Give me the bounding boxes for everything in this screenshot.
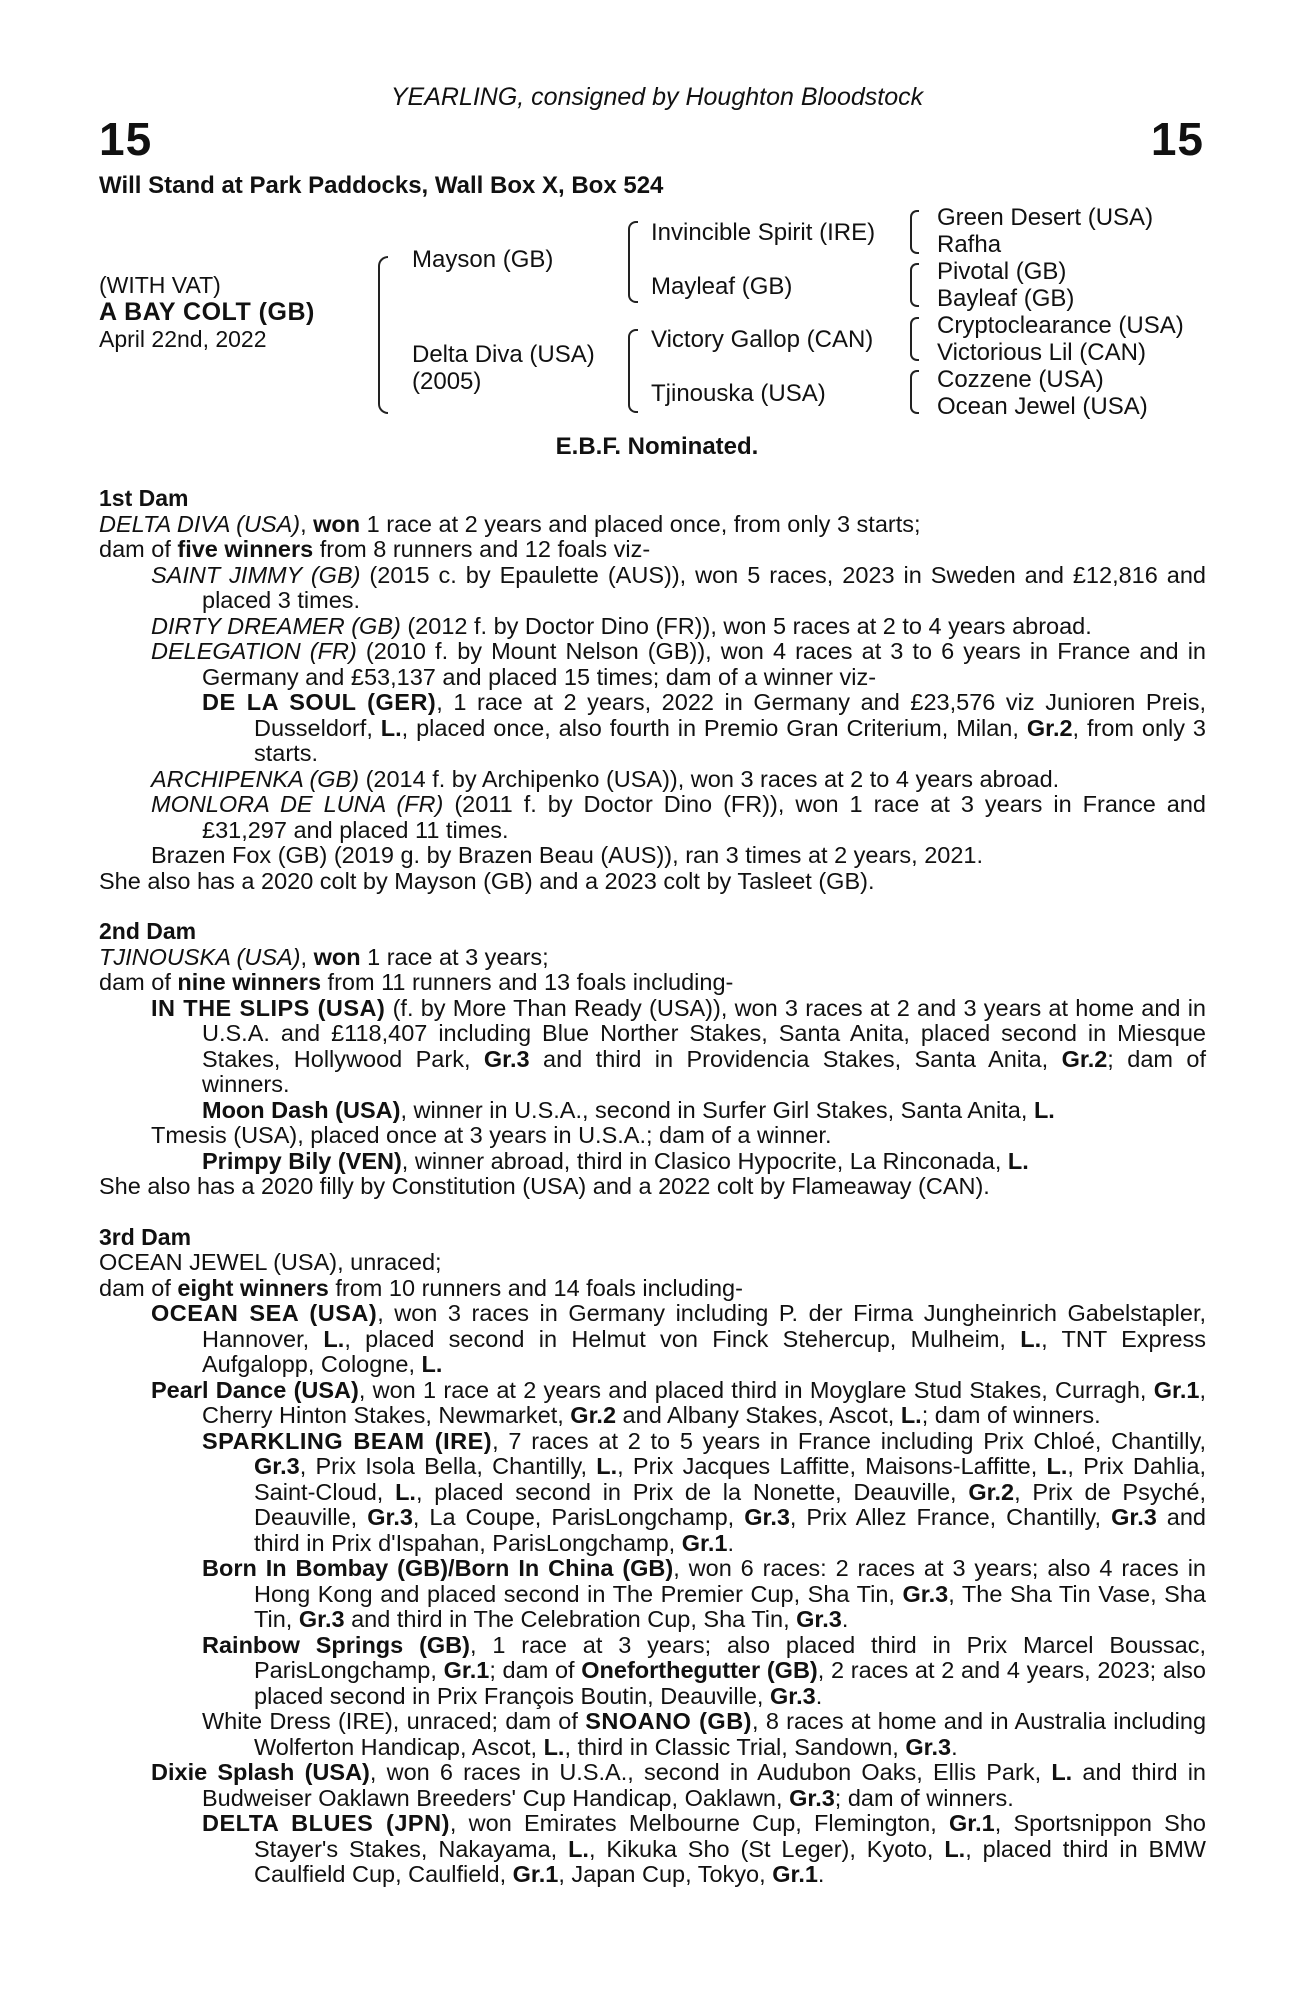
pedigree-dam-dam: Tjinouska (USA): [651, 380, 826, 407]
pedigree-brace-dam: [628, 329, 638, 413]
vat-note: (WITH VAT): [99, 272, 221, 298]
pedigree-brace-main: [378, 256, 388, 414]
date-of-birth: April 22nd, 2022: [99, 326, 267, 352]
produce-dirty-dreamer: DIRTY DREAMER (GB) (2012 f. by Doctor Dino (FR)), won 5 races at 2 to 4 years abroad.: [151, 612, 1092, 639]
second-dam-heading: 2nd Dam: [99, 918, 197, 944]
produce-born-in-bombay: Born In Bombay (GB)/Born In China (GB), won 6 races: 2 races at 3 years; also 4 races in Hong Kong and placed second in The Premier Cup, Sha Tin, Gr.3, The Sha Tin Vase, Sha Tin, Gr.3 and third in The Celebration Cup, Sha Tin, Gr.3.: [202, 1555, 1206, 1632]
second-dam-produce-line: dam of nine winners from 11 runners and 13 foals including-: [99, 969, 734, 995]
produce-white-dress: White Dress (IRE), unraced; dam of SNOANO (GB), 8 races at home and in Australia including Wolferton Handicap, Ascot, L., third in Classic Trial, Sandown, Gr.3.: [202, 1708, 1207, 1760]
first-dam-also: She also has a 2020 colt by Mayson (GB) and a 2023 colt by Tasleet (GB).: [99, 867, 875, 894]
produce-de-la-soul: DE LA SOUL (GER), 1 race at 2 years, 2022 in Germany and £23,576 viz Junioren Preis, Dusseldorf, L., placed once, also fourth in Premio Gran Criterium, Milan, Gr.2, from only 3 starts.: [202, 689, 1207, 766]
pedigree-dsd: Victorious Lil (CAN): [937, 339, 1146, 366]
pedigree-brace-ss: [910, 210, 919, 254]
produce-rainbow-springs: Rainbow Springs (GB), 1 race at 3 years; also placed third in Prix Marcel Boussac, ParisLongchamp, Gr.1; dam of Oneforthegutter (GB), 2 races at 2 and 4 years, 2023; also placed second in Prix François Boutin, Deauville, Gr.3.: [202, 1631, 1206, 1709]
third-dam-heading: 3rd Dam: [99, 1223, 192, 1250]
produce-moon-dash: Moon Dash (USA), winner in U.S.A., second in Surfer Girl Stakes, Santa Anita, L.: [202, 1096, 1055, 1123]
pedigree-brace-sd: [910, 263, 919, 307]
lot-number-left: 15: [99, 113, 153, 165]
pedigree-dam: Delta Diva (USA): [412, 341, 595, 368]
third-dam-line: OCEAN JEWEL (USA), unraced;: [99, 1249, 442, 1275]
first-dam-line: DELTA DIVA (USA), won 1 race at 2 years and placed once, from only 3 starts;: [99, 510, 921, 537]
produce-primpy-bily: Primpy Bily (VEN), winner abroad, third in Clasico Hypocrite, La Rinconada, L.: [202, 1147, 1029, 1174]
pedigree-sire-sire: Invincible Spirit (IRE): [651, 219, 876, 246]
consignment-line: YEARLING, consigned by Houghton Bloodstock: [390, 83, 924, 111]
third-dam-produce-line: dam of eight winners from 10 runners and 14 foals including-: [99, 1274, 743, 1301]
produce-archipenka: ARCHIPENKA (GB) (2014 f. by Archipenko (USA)), won 3 races at 2 to 4 years abroad.: [151, 765, 1060, 792]
produce-brazen-fox: Brazen Fox (GB) (2019 g. by Brazen Beau (AUS)), ran 3 times at 2 years, 2021.: [151, 842, 984, 868]
pedigree-dam-sire: Victory Gallop (CAN): [651, 326, 874, 353]
lot-number-right: 15: [1150, 113, 1204, 165]
produce-delegation: DELEGATION (FR) (2010 f. by Mount Nelson (GB)), won 4 races at 3 to 6 years in France and in Germany and £53,137 and placed 15 times; dam of a winner viz-: [151, 638, 1206, 690]
pedigree-ddd: Ocean Jewel (USA): [937, 393, 1148, 420]
pedigree-sds: Pivotal (GB): [937, 258, 1067, 285]
ebf-nomination: E.B.F. Nominated.: [555, 433, 759, 460]
pedigree-sss: Green Desert (USA): [937, 204, 1154, 231]
pedigree-brace-dd: [910, 370, 919, 414]
produce-dixie-splash: Dixie Splash (USA), won 6 races in U.S.A., second in Audubon Oaks, Ellis Park, L. and third in Budweiser Oaklawn Breeders' Cup Handicap, Oaklawn, Gr.3; dam of winners.: [151, 1759, 1207, 1811]
first-dam-produce-line: dam of five winners from 8 runners and 12 foals viz-: [99, 536, 651, 562]
pedigree-sire-dam: Mayleaf (GB): [651, 273, 793, 300]
produce-delta-blues: DELTA BLUES (JPN), won Emirates Melbourne Cup, Flemington, Gr.1, Sportsnippon Sho Stayer's Stakes, Nakayama, L., Kikuka Sho (St Leger), Kyoto, L., placed third in BMW Caulfield Cup, Caulfield, Gr.1, Japan Cup, Tokyo, Gr.1.: [202, 1810, 1206, 1887]
produce-saint-jimmy: SAINT JIMMY (GB) (2015 c. by Epaulette (AUS)), won 5 races, 2023 in Sweden and £12,816 and placed 3 times.: [151, 561, 1206, 613]
pedigree-dss: Cryptoclearance (USA): [937, 312, 1184, 339]
catalogue-body: [99, 486, 1206, 1888]
produce-tmesis: Tmesis (USA), placed once at 3 years in U.S.A.; dam of a winner.: [151, 1122, 832, 1148]
pedigree-dam-year: (2005): [412, 368, 482, 395]
produce-ocean-sea: OCEAN SEA (USA), won 3 races in Germany including P. der Firma Jungheinrich Gabelstapler, Hannover, L., placed second in Helmut von Finck Stehercup, Mulheim, L., TNT Express Aufgalopp, Cologne, L.: [151, 1300, 1206, 1377]
lot-subject-name: A BAY COLT (GB): [99, 298, 315, 326]
pedigree-brace-ds: [910, 317, 919, 361]
produce-sparkling-beam: SPARKLING BEAM (IRE), 7 races at 2 to 5 years in France including Prix Chloé, Chantilly, Gr.3, Prix Isola Bella, Chantilly, L., Prix Jacques Laffitte, Maisons-Laffitte, L., Prix Dahlia, Saint-Cloud, L., placed second in Prix de la Nonette, Deauville, Gr.2, Prix de Psyché, Deauville, Gr.3, La Coupe, ParisLongchamp, Gr.3, Prix Allez France, Chantilly, Gr.3 and third in Prix d'Ispahan, ParisLongchamp, Gr.1.: [202, 1427, 1206, 1556]
produce-pearl-dance: Pearl Dance (USA), won 1 race at 2 years and placed third in Moyglare Stud Stakes, Curragh, Gr.1, Cherry Hinton Stakes, Newmarket, Gr.2 and Albany Stakes, Ascot, L.; dam of winners.: [151, 1376, 1206, 1428]
pedigree-brace-sire: [628, 221, 638, 303]
second-dam-line: TJINOUSKA (USA), won 1 race at 3 years;: [99, 943, 549, 970]
produce-in-the-slips: IN THE SLIPS (USA) (f. by More Than Ready (USA)), won 3 races at 2 and 3 years at home and in U.S.A. and £118,407 including Blue Norther Stakes, Santa Anita, placed second in Miesque Stakes, Hollywood Park, Gr.3 and third in Providencia Stakes, Santa Anita, Gr.2; dam of winners.: [151, 994, 1206, 1097]
pedigree-dds: Cozzene (USA): [937, 366, 1104, 393]
second-dam-also: She also has a 2020 filly by Constitution (USA) and a 2022 colt by Flameaway (CAN).: [99, 1173, 990, 1199]
pedigree-ssd: Rafha: [937, 231, 1002, 258]
first-dam-heading: 1st Dam: [99, 485, 189, 511]
produce-monlora-de-luna: MONLORA DE LUNA (FR) (2011 f. by Doctor Dino (FR)), won 1 race at 3 years in France and £31,297 and placed 11 times.: [151, 791, 1206, 843]
stand-location: Will Stand at Park Paddocks, Wall Box X, Box 524: [99, 172, 664, 199]
pedigree-sire: Mayson (GB): [412, 246, 554, 273]
pedigree-sdd: Bayleaf (GB): [937, 285, 1075, 312]
